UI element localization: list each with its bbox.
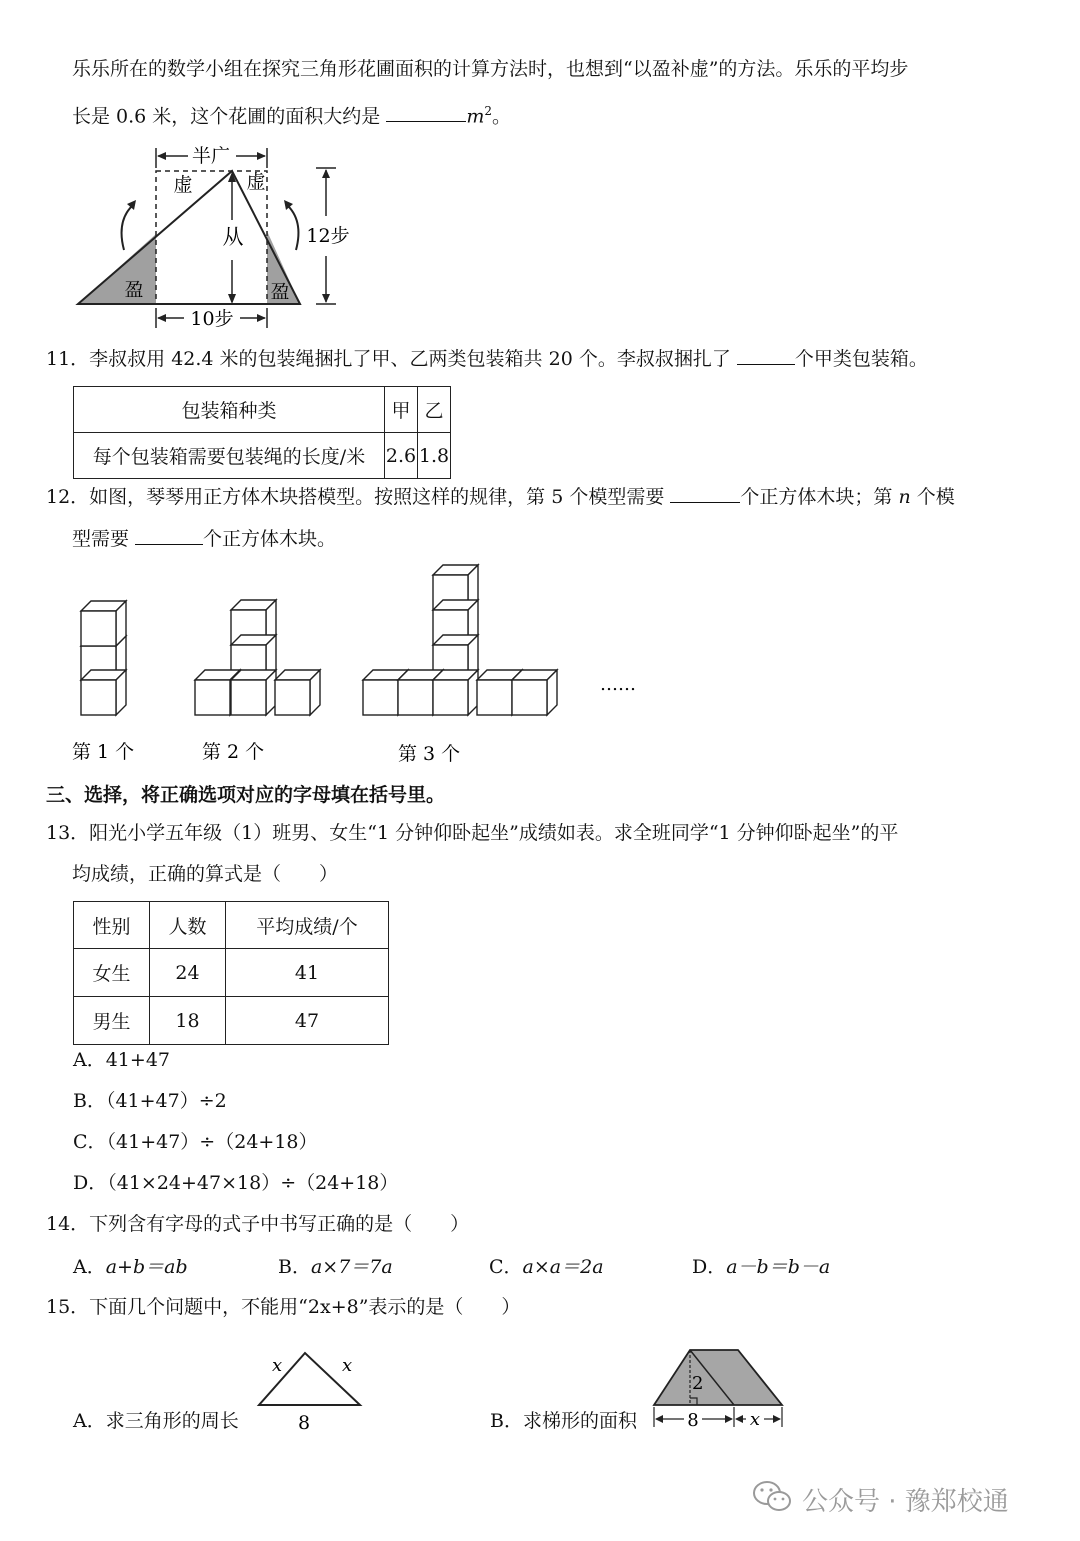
q11-th-yi: 乙	[418, 387, 451, 433]
q12-answer-blank-1[interactable]	[670, 484, 740, 503]
table-row	[74, 949, 389, 997]
q11-text: 11．李叔叔用 42.4 米的包装绳捆扎了甲、乙两类包装箱共 20 个。李叔叔捆扎了	[46, 348, 737, 370]
q12-ellipsis: ……	[600, 674, 636, 695]
q13-table	[73, 901, 389, 1045]
q14-option-d[interactable]	[692, 1254, 830, 1280]
label-cong: 从	[222, 225, 244, 249]
watermark-text: 公众号 · 豫郑校通	[802, 1487, 1009, 1517]
q13-td-boy-count: 18	[150, 997, 226, 1045]
q14-option-a[interactable]	[73, 1254, 188, 1280]
q13-td-boy-avg: 47	[226, 997, 389, 1045]
q10-line2-end: 。	[492, 105, 512, 128]
q13-line2: 均成绩，正确的算式是（ ）	[72, 863, 339, 885]
q10-unit-sup: 2	[484, 104, 493, 118]
q12-figure	[60, 560, 660, 770]
q14-option-b[interactable]	[278, 1254, 393, 1280]
q10-line1: 乐乐所在的数学小组在探究三角形花圃面积的计算方法时，也想到“以盈补虚”的方法。乐乐的平均步	[72, 58, 909, 80]
q14-c-expr: a×a＝2a	[522, 1256, 604, 1278]
trap-bottom: 8	[687, 1410, 699, 1431]
q13-td-boy: 男生	[74, 997, 150, 1045]
label-ying-right: 盈	[270, 281, 290, 303]
q13-line1: 13．阳光小学五年级（1）班男、女生“1 分钟仰卧起坐”成绩如表。求全班同学“1 分钟仰卧起坐”的平	[46, 822, 899, 844]
q10-unit: m	[466, 105, 485, 128]
q14-b-expr: a×7＝7a	[310, 1256, 393, 1278]
trap-top: x	[749, 1409, 761, 1430]
q15-stem: 15．下面几个问题中，不能用“2x+8”表示的是（ ）	[46, 1296, 521, 1318]
q11-text-end: 个甲类包装箱。	[794, 348, 928, 370]
label-10-bu: 10步	[190, 308, 234, 328]
q13-th-avg: 平均成绩/个	[226, 902, 389, 949]
q12-text: 12．如图，琴琴用正方体木块搭模型。按照这样的规律，第 5 个模型需要	[46, 486, 671, 508]
q12-line2	[72, 526, 336, 552]
q12-label-3: 第 3 个	[398, 743, 461, 765]
q13-table-header	[74, 902, 389, 949]
q11-stem	[46, 346, 928, 372]
tri-base: 8	[297, 1412, 311, 1434]
q14-stem: 14．下列含有字母的式子中书写正确的是（ ）	[46, 1213, 470, 1235]
q12-text-2-end: 个正方体木块。	[203, 528, 337, 550]
q10-line2-text: 长是 0.6 米，这个花圃的面积大约是	[72, 105, 387, 128]
q15-option-a[interactable]: A．求三角形的周长	[73, 1410, 239, 1432]
tri-side-left: x	[272, 1355, 283, 1376]
label-ban-guang: 半广	[191, 145, 231, 167]
q11-td-yi: 1.8	[418, 433, 451, 479]
model-2	[195, 600, 320, 715]
q15-option-b[interactable]: B．求梯形的面积	[490, 1410, 637, 1432]
q11-td-label: 每个包装箱需要包装绳的长度/米	[74, 433, 385, 479]
tri-side-right: x	[342, 1355, 353, 1376]
label-12-bu: 12步	[306, 225, 350, 247]
q14-option-c[interactable]	[489, 1254, 604, 1280]
curve-arrow-left	[122, 204, 134, 250]
label-xu-left: 虚	[173, 174, 193, 196]
trap-height: 2	[692, 1373, 704, 1394]
q10-figure	[70, 138, 370, 328]
q14-b-letter: B．	[278, 1256, 311, 1278]
q11-table-header	[74, 387, 451, 433]
q14-d-expr: a－b＝b－a	[726, 1256, 831, 1278]
q13-td-girl-count: 24	[150, 949, 226, 997]
q12-line1	[46, 484, 955, 510]
q13-td-girl-avg: 41	[226, 949, 389, 997]
model-1	[81, 601, 126, 715]
q15-trapezoid-figure	[650, 1345, 790, 1435]
q13-th-gender: 性别	[74, 902, 150, 949]
q10-answer-blank[interactable]	[386, 103, 466, 122]
label-ying-left: 盈	[124, 279, 144, 301]
q11-table	[73, 386, 451, 479]
trapezoid-shape	[654, 1350, 782, 1405]
q11-answer-blank[interactable]	[737, 346, 795, 365]
q12-answer-blank-2[interactable]	[135, 526, 203, 545]
q12-label-1: 第 1 个	[72, 741, 135, 763]
q11-th-type: 包装箱种类	[74, 387, 385, 433]
q10-line2	[72, 98, 511, 129]
table-row	[74, 997, 389, 1045]
q15-triangle-figure	[250, 1345, 370, 1435]
q14-a-expr: a+b＝ab	[105, 1256, 188, 1278]
q13-option-d[interactable]: D．（41×24+47×18）÷（24+18）	[73, 1172, 399, 1194]
q12-text-mid: 个正方体木块；第	[740, 486, 899, 508]
q12-label-2: 第 2 个	[202, 741, 265, 763]
q13-option-c[interactable]: C．（41+47）÷（24+18）	[73, 1131, 318, 1153]
q11-td-jia: 2.6	[385, 433, 418, 479]
label-xu-right: 虚	[246, 171, 266, 193]
q13-option-b[interactable]: B．（41+47）÷2	[73, 1090, 227, 1112]
q11-table-row	[74, 433, 451, 479]
wechat-icon	[752, 1479, 794, 1515]
q13-th-count: 人数	[150, 902, 226, 949]
q12-text-2: 型需要	[72, 528, 136, 550]
q12-text-end: 个模	[910, 486, 955, 508]
model-3	[363, 565, 557, 715]
q11-th-jia: 甲	[385, 387, 418, 433]
q14-d-letter: D．	[692, 1256, 727, 1278]
q14-c-letter: C．	[489, 1256, 523, 1278]
q13-td-girl: 女生	[74, 949, 150, 997]
q13-option-a[interactable]: A．41+47	[73, 1049, 170, 1071]
section-3-heading: 三、选择，将正确选项对应的字母填在括号里。	[46, 784, 446, 806]
q12-n: n	[898, 486, 911, 508]
curve-arrow-right	[286, 204, 298, 250]
q14-a-letter: A．	[73, 1256, 106, 1278]
